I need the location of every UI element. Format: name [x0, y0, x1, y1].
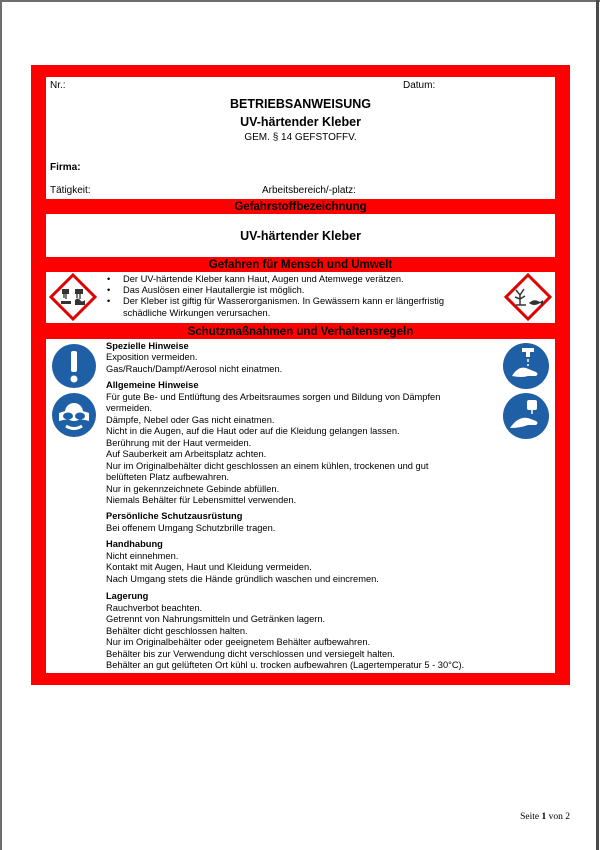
page-word: Seite — [520, 812, 540, 822]
hand-washing-icon — [502, 342, 550, 390]
list-item: • Der Kleber ist giftig für Wasserorganismen. In Gewässern kann er längerfristig — [107, 296, 445, 307]
text-line: Behälter dicht geschlossen halten. — [106, 626, 248, 636]
list-item: • Das Auslösen einer Hautallergie ist möglich. — [107, 285, 305, 296]
datum-label: Datum: — [403, 80, 436, 91]
text-line: Niemals Behälter für Lebensmittel verwenden. — [106, 495, 297, 505]
product-title: UV-härtender Kleber — [240, 115, 361, 129]
exclamation-mandatory-icon — [51, 343, 97, 389]
text-line: Behälter an gut gelüfteten Ort kühl u. trocken aufbewahren (Lagertemperatur 5 - 30°C). — [106, 660, 465, 670]
ghs-corrosion-icon — [49, 273, 97, 321]
spezielle-heading: Spezielle Hinweise — [106, 341, 189, 351]
total-pages: 2 — [565, 812, 570, 822]
text-line: Berührung mit der Haut vermeiden. — [106, 438, 252, 448]
protection-box — [46, 339, 555, 673]
arbeitsbereich-label: Arbeitsbereich/-platz: — [262, 185, 356, 196]
allgemeine-heading: Allgemeine Hinweise — [106, 380, 199, 390]
page-border-right — [596, 0, 599, 850]
header-box — [46, 77, 555, 199]
current-page: 1 — [541, 812, 547, 822]
bullet: • — [107, 274, 111, 284]
taetigkeit-label: Tätigkeit: — [50, 185, 91, 196]
page-border-top — [0, 0, 600, 2]
text-line: Nach Umgang stets die Hände gründlich waschen und eincremen. — [106, 574, 379, 584]
text-line: Getrennt von Nahrungsmitteln und Getränken lagern. — [106, 614, 326, 624]
text-line: Gas/Rauch/Dampf/Aerosol nicht einatmen. — [106, 364, 283, 374]
operating-instruction-frame — [31, 65, 570, 685]
text-line: Bei offenem Umgang Schutzbrille tragen. — [106, 523, 276, 533]
psa-heading: Persönliche Schutzausrüstung — [106, 511, 243, 521]
text-line: vermeiden. — [106, 403, 152, 413]
list-item: • Der UV-härtende Kleber kann Haut, Augen und Atemwege verätzen. — [107, 274, 404, 284]
substance-name-box — [46, 214, 555, 257]
of-word: von — [548, 812, 563, 822]
firma-label: Firma: — [50, 162, 81, 173]
regulation-text: GEM. § 14 GEFSTOFFV. — [244, 132, 357, 143]
text-line: Dämpfe, Nebel oder Gas nicht einatmen. — [106, 415, 275, 425]
lagerung-heading: Lagerung — [106, 591, 149, 601]
text-line: Exposition vermeiden. — [106, 352, 198, 362]
text-line: Behälter bis zur Verwendung dicht verschlossen und versiegelt halten. — [106, 649, 395, 659]
text-line: Nur in gekennzeichnete Gebinde abfüllen. — [106, 484, 280, 494]
text-line: Kontakt mit Augen, Haut und Kleidung vermeiden. — [106, 562, 312, 572]
text-line: Rauchverbot beachten. — [106, 603, 203, 613]
hazards-box — [46, 272, 555, 323]
page-border-left — [0, 0, 2, 850]
section-header-gefahren: Gefahren für Mensch und Umwelt — [208, 259, 393, 271]
eye-protection-icon — [51, 392, 97, 438]
handhabung-heading: Handhabung — [106, 539, 163, 549]
bullet: • — [107, 285, 111, 296]
hazard-list — [107, 274, 444, 319]
document-title: BETRIEBSANWEISUNG — [230, 97, 371, 111]
text-line: Nur im Originalbehälter oder geeignetem Behälter aufbewahren. — [106, 637, 371, 647]
text-line: Für gute Be- und Entlüftung des Arbeitsraumes sorgen und Bildung von Dämpfen — [106, 392, 441, 402]
list-item: schädliche Wirkungen verursachen. — [123, 307, 271, 318]
hand-protection-icon — [502, 392, 550, 440]
text-line: Nur im Originalbehälter dicht geschlossen an einem kühlen, trockenen und gut — [106, 461, 429, 471]
text-line: Nicht einnehmen. — [106, 551, 179, 561]
substance-name: UV-härtender Kleber — [240, 229, 361, 243]
section-header-schutz: Schutzmaßnahmen und Verhaltensregeln — [187, 326, 414, 338]
text-line: Nicht in die Augen, auf die Haut oder auf die Kleidung gelangen lassen. — [106, 426, 400, 436]
text-line: Auf Sauberkeit am Arbeitsplatz achten. — [106, 449, 267, 459]
section-header-gefahrstoff: Gefahrstoffbezeichnung — [234, 201, 367, 213]
page-number — [520, 812, 570, 822]
text-line: belüfteten Platz aufbewahren. — [106, 472, 230, 482]
bullet: • — [107, 296, 111, 307]
nr-label: Nr.: — [50, 80, 66, 91]
ghs-environment-icon — [504, 273, 552, 321]
